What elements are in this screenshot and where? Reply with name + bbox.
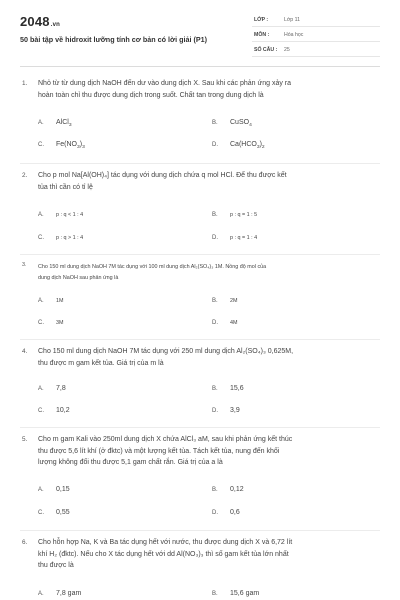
question-divider <box>20 254 380 255</box>
question-number: 4. <box>22 348 28 355</box>
site-logo[interactable] <box>20 14 60 29</box>
question-line: Cho m gam Kali vào 250ml dung dịch X chứa AlCl₃ aM, sau khi phản ứng kết thúc <box>38 436 293 443</box>
option-text: $Ca(HCO_3)_2$ <box>230 141 265 150</box>
option-d[interactable]: D. 0,6 <box>212 509 240 516</box>
question-line: Nhỏ từ từ dung dịch NaOH đến dư vào dung dịch X. Sau khi các phản ứng xảy ra <box>38 80 292 87</box>
option-text: CuSO$_4$ <box>230 119 252 128</box>
meta-count-row <box>252 44 380 57</box>
option-c[interactable]: C. $Fe(NO_3)_3$ <box>38 141 85 150</box>
option-b[interactable]: B. p : q = 1 : 5 <box>212 212 258 218</box>
header-divider <box>20 66 380 67</box>
meta-value: 25 <box>284 47 290 53</box>
question-text <box>38 170 376 193</box>
meta-label: SỐ CÂU : <box>254 47 278 53</box>
option-text: 0,6 <box>230 509 240 516</box>
question-text <box>38 262 376 284</box>
option-text: 3,9 <box>230 407 240 414</box>
option-text: 10,2 <box>56 407 70 414</box>
option-a[interactable]: A. p : q < 1 : 4 <box>38 212 84 218</box>
logo-text: 2048 <box>20 14 50 29</box>
option-text: 3M <box>56 320 64 326</box>
option-d[interactable]: D. $Ca(HCO_3)_2$ <box>212 141 265 150</box>
question-line: Cho hỗn hợp Na, K và Ba tác dụng hết với nước, thu được dung dịch X và 6,72 lít <box>38 539 293 546</box>
option-c[interactable]: C. p : q > 1 : 4 <box>38 235 84 241</box>
option-c[interactable]: C. 0,55 <box>38 509 70 516</box>
option-text: 15,6 gam <box>230 590 260 597</box>
question-divider <box>20 427 380 428</box>
option-text: 4M <box>230 320 238 326</box>
option-b[interactable]: B. CuSO$_4$ <box>212 119 252 128</box>
question-line: Cho 150 ml dung dịch NaOH 7M tác dụng với 250 ml dung dịch Al₂(SO₄)₃ 0,625M, <box>38 348 294 355</box>
option-text: 0,12 <box>230 486 244 493</box>
option-text: p : q > 1 : 4 <box>56 235 84 241</box>
question-line: thu được m gam kết tủa. Giá trị của m là <box>38 359 164 367</box>
option-b[interactable]: B. 2M <box>212 298 238 304</box>
document-title: 50 bài tập về hidroxit lưỡng tính cơ bản có lời giải (P1) <box>20 35 208 44</box>
option-b[interactable]: B. 15,6 <box>212 385 244 392</box>
option-d[interactable]: D. p : q = 1 : 4 <box>212 235 258 241</box>
question-text <box>38 78 376 101</box>
option-a[interactable]: A. 7,8 gam <box>38 590 82 597</box>
option-a[interactable]: A. 7,8 <box>38 385 66 392</box>
option-a[interactable]: A. 0,15 <box>38 486 70 493</box>
option-a[interactable]: A. AlCl$_3$ <box>38 119 72 128</box>
question-divider <box>20 339 380 340</box>
meta-subject-row <box>252 29 380 42</box>
question-divider <box>20 530 380 531</box>
option-d[interactable]: D. 3,9 <box>212 407 240 414</box>
meta-label: MÔN : <box>254 32 270 38</box>
question-line: Cho 150 ml dung dịch NaOH 7M tác dụng với 100 ml dung dịch Al₂(SO₄)₃ 1M. Nồng độ mol của <box>38 264 267 270</box>
option-text: 15,6 <box>230 385 244 392</box>
option-text: 7,8 <box>56 385 66 392</box>
option-text: 2M <box>230 298 238 304</box>
option-text: 7,8 gam <box>56 590 82 597</box>
question-divider <box>20 163 380 164</box>
question-text <box>38 346 376 369</box>
question-line: hoàn toàn chỉ thu được dung dịch trong suốt. Chất tan trong dung dịch là <box>38 91 264 99</box>
option-text: p : q < 1 : 4 <box>56 212 84 218</box>
option-b[interactable]: B. 0,12 <box>212 486 244 493</box>
question-line: thu được 5,6 lít khí (ở đktc) và một lượng kết tủa. Tách kết tủa, nung đến khối <box>38 447 280 455</box>
option-text: p : q = 1 : 5 <box>230 212 258 218</box>
question-line: tủa thì cần có tỉ lệ <box>38 183 93 191</box>
option-text: 0,55 <box>56 509 70 516</box>
question-line: khí H₂ (đktc). Nếu cho X tác dụng hết với dd Al(NO₃)₃ thì số gam kết tủa lớn nhất <box>38 550 289 558</box>
question-number: 1. <box>22 80 28 87</box>
option-b[interactable]: B. 15,6 gam <box>212 590 260 597</box>
question-number: 6. <box>22 539 28 546</box>
option-text: $Fe(NO_3)_3$ <box>56 141 85 150</box>
option-c[interactable]: C. 3M <box>38 320 64 326</box>
option-text: 1M <box>56 298 64 304</box>
question-line: thu được là <box>38 562 74 569</box>
document-header <box>0 0 400 66</box>
option-text: 0,15 <box>56 486 70 493</box>
question-number: 2. <box>22 172 28 179</box>
question-number: 5. <box>22 436 28 443</box>
option-a[interactable]: A. 1M <box>38 298 64 304</box>
meta-value: Hóa học <box>284 32 304 38</box>
option-c[interactable]: C. 10,2 <box>38 407 70 414</box>
question-number: 3. <box>22 262 27 268</box>
option-d[interactable]: D. 4M <box>212 320 238 326</box>
option-text: AlCl$_3$ <box>56 119 72 128</box>
logo-domain: .vn <box>50 22 61 28</box>
question-line: dung dịch NaOH sau phản ứng là <box>38 275 119 281</box>
question-text <box>38 537 376 572</box>
question-text <box>38 434 376 469</box>
question-line: lượng không đổi thu được 5,1 gam chất rắn. Giá trị của a là <box>38 459 223 466</box>
question-line: Cho p mol Na[Al(OH)₄] tác dụng với dung dịch chứa q mol HCl. Để thu được kết <box>38 172 287 179</box>
meta-value: Lớp 11 <box>284 17 300 23</box>
option-text: p : q = 1 : 4 <box>230 235 258 241</box>
meta-class-row <box>252 14 380 27</box>
meta-label: LỚP : <box>254 17 269 23</box>
